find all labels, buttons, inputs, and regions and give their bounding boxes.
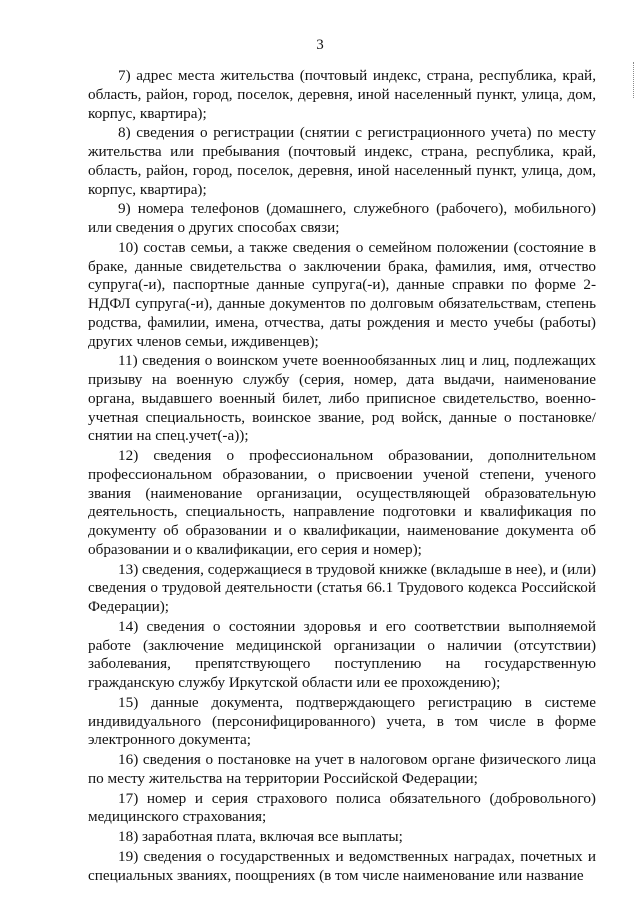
list-item-17: 17) номер и серия страхового полиса обязательного (добровольного) медицинского страхования; [88, 789, 596, 826]
list-item-8: 8) сведения о регистрации (снятии с регистрационного учета) по месту жительства или пребывания (почтовый индекс, страна, республика, край, область, район, город, поселок, деревня, иной населенный пункт, улица, дом, корпус, квартира); [88, 124, 596, 198]
page-number: 3 [316, 37, 324, 53]
list-item-10: 10) состав семьи, а также сведения о семейном положении (состояние в браке, данные свидетельства о заключении брака, фамилия, имя, отчество супруга(-и), паспортные данные супруга(-и), данные справки по форме 2-НДФЛ супруга(-и), данные документов по долговым обязательствам, степень родства, фамилии, имена, отчества, даты рождения и место учебы (работы) других членов семьи, иждивенцев); [88, 238, 596, 350]
list-item-7: 7) адрес места жительства (почтовый индекс, страна, республика, край, область, район, город, поселок, деревня, иной населенный пункт, улица, дом, корпус, квартира); [88, 67, 596, 122]
list-item-15: 15) данные документа, подтверждающего регистрацию в системе индивидуального (персонифицированного) учета, в том числе в форме электронного документа; [88, 693, 596, 749]
scan-edge-mark [633, 62, 636, 98]
list-item-11: 11) сведения о воинском учете военнообязанных лиц и лиц, подлежащих призыву на военную службу (серия, номер, дата выдачи, наименование органа, выдавшего военный билет, либо приписное свидетельство, военно-учетная специальность, воинское звание, род войск, данные о постановке/снятии на спец.учет(-а)); [88, 352, 596, 445]
list-item-19: 19) сведения о государственных и ведомственных наградах, почетных и специальных званиях, поощрениях (в том числе наименование или название [88, 847, 596, 884]
list-item-16: 16) сведения о постановке на учет в налоговом органе физического лица по месту жительства на территории Российской Федерации; [88, 751, 596, 787]
list-item-9: 9) номера телефонов (домашнего, служебного (рабочего), мобильного) или сведения о других способах связи; [88, 200, 596, 236]
list-item-12: 12) сведения о профессиональном образовании, дополнительном профессиональном образовании, о присвоении ученой степени, ученого звания (наименование организации, осуществляющей образовательную деятельность, специальность, направление подготовки и квалификация по документу об образовании и о квалификации, наименование документа об образовании и о квалификации, его серия и номер); [88, 447, 596, 558]
list-item-18: 18) заработная плата, включая все выплаты; [118, 828, 403, 845]
list-item-13: 13) сведения, содержащиеся в трудовой книжке (вкладыше в нее), и (или) сведения о трудовой деятельности (статья 66.1 Трудового кодекса Российской Федерации); [88, 560, 596, 615]
document-body [88, 67, 596, 886]
list-item-14: 14) сведения о состоянии здоровья и его соответствии выполняемой работе (заключение медицинской организации о наличии (отсутствии) заболевания, препятствующего поступлению на государственную гражданскую службу Иркутской области или ее прохождению); [88, 617, 596, 691]
